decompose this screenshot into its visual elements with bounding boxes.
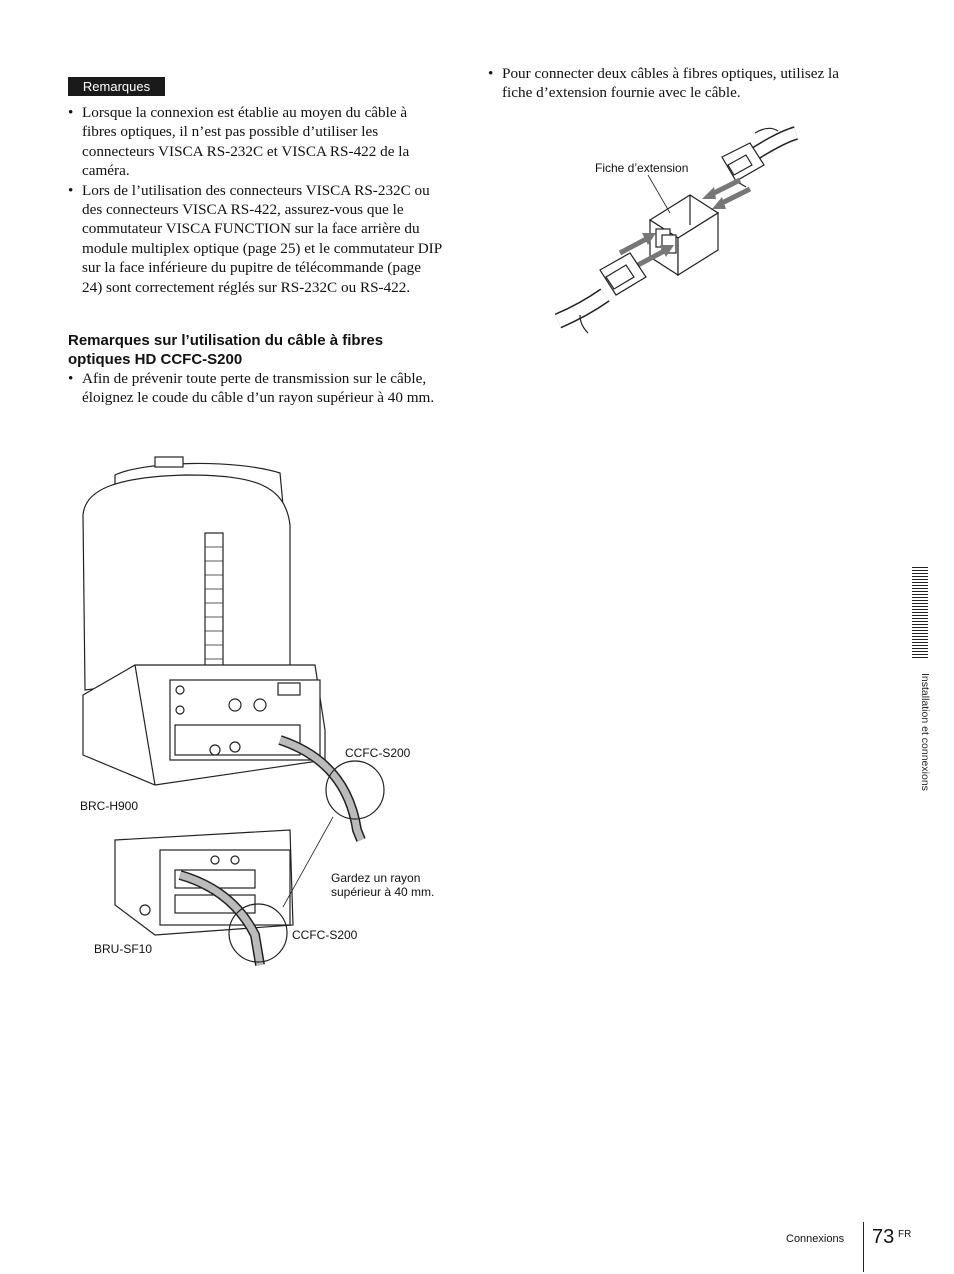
page-language: FR [898,1229,912,1240]
footer-section-name: Connexions [786,1233,845,1245]
section-tab-marker [912,567,928,660]
bend-radius-label: Gardez un rayon supérieur à 40 mm. [331,871,435,899]
right-list [488,64,868,103]
section-tab-label: Installation et connexions [919,673,931,791]
notes-list [68,103,443,297]
extension-plug-label: Fiche d’extension [595,161,689,175]
list-item: • Afin de prévenir toute perte de transmission sur le câble, éloignez le coude du câble d’un rayon supérieur à 40 mm. [68,369,443,408]
page-number: 73 [872,1226,895,1248]
extension-plug-illustration [550,125,810,335]
camera-model-label: BRC-H900 [80,799,139,813]
footer-divider [863,1222,864,1272]
remarks-badge: Remarques [68,77,165,96]
section-list [68,369,443,408]
list-item: • Lorsque la connexion est établie au moyen du câble à fibres optiques, il n’est pas possible d’utiliser les connecteurs VISCA RS-232C et VISCA RS-422 de la caméra. [68,103,443,181]
list-item: • Lors de l’utilisation des connecteurs VISCA RS-232C ou des connecteurs VISCA RS-422, assurez-vous que le commutateur VISCA FUNCTION sur la face arrière du module multiplex optique (page 25) et le commutateur DIP sur la face inférieure du pupitre de télécommande (page 24) sont correctement réglés sur RS-232C ou RS-422. [68,181,443,297]
section-heading: Remarques sur l’utilisation du câble à fibres optiques HD CCFC-S200 [68,332,384,368]
cable-label-top: CCFC-S200 [345,746,411,760]
list-item: • Pour connecter deux câbles à fibres optiques, utilisez la fiche d’extension fournie avec le câble. [488,64,868,103]
cable-label-bottom: CCFC-S200 [292,928,358,942]
unit-model-label: BRU-SF10 [94,942,153,956]
